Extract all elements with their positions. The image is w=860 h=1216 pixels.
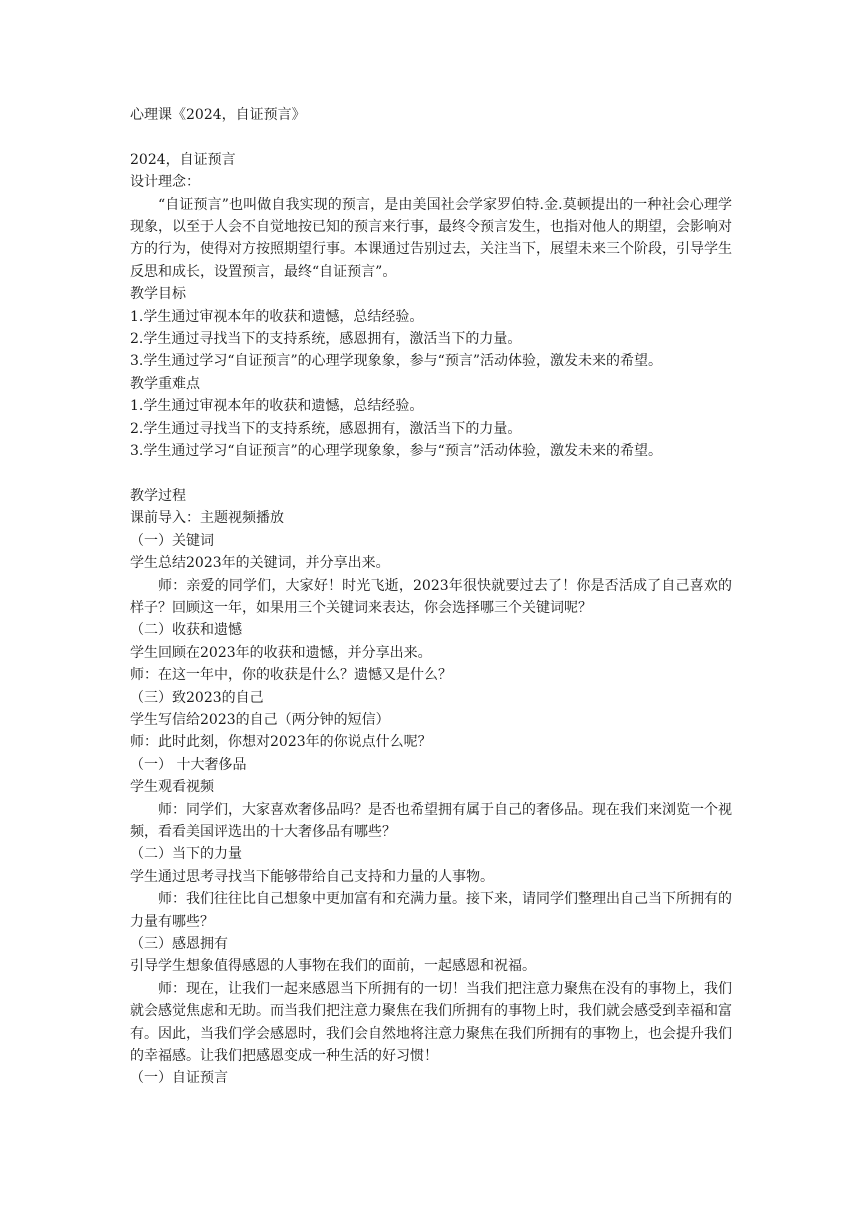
document-title: 心理课《2024，自证预言》 (130, 107, 306, 123)
process-content (130, 530, 732, 1090)
process-line: 学生通过思考寻找当下能够带给自己支持和力量的人事物。 (130, 868, 494, 885)
key-point-item: 3.学生通过学习“自证预言”的心理学现象象，参与“预言”活动体验，激发未来的希望。 (130, 443, 662, 460)
process-line: 学生观看视频 (130, 779, 214, 796)
spacer (130, 462, 732, 484)
key-points-heading: 教学重难点 (130, 375, 200, 392)
key-point-item: 1.学生通过审视本年的收获和遗憾，总结经验。 (130, 398, 424, 415)
teacher-paragraph: 师：同学们，大家喜欢奢侈品吗？是否也希望拥有属于自己的奢侈品。现在我们来浏览一个视频，看看美国评选出的十大奢侈品有哪些？ (130, 801, 732, 840)
key-point-item: 2.学生通过寻找当下的支持系统，感恩拥有，激活当下的力量。 (130, 420, 522, 437)
goal-item: 2.学生通过寻找当下的支持系统，感恩拥有，激活当下的力量。 (130, 331, 522, 348)
process-heading: 教学过程 (130, 487, 186, 504)
process-line: 学生总结2023年的关键词，并分享出来。 (130, 555, 390, 572)
process-line: （二）收获和遗憾 (130, 622, 242, 639)
process-line: 引导学生想象值得感恩的人事物在我们的面前，一起感恩和祝福。 (130, 958, 536, 975)
process-intro: 课前导入：主题视频播放 (130, 510, 284, 527)
process-line: 学生写信给2023的自己（两分钟的短信） (130, 711, 390, 728)
process-line: 学生回顾在2023年的收获和遗憾，并分享出来。 (130, 644, 432, 661)
process-line: （三）感恩拥有 (130, 936, 228, 952)
process-line: 师：在这一年中，你的收获是什么？遗憾又是什么？ (130, 667, 452, 684)
process-line: （三）致2023的自己 (130, 689, 264, 706)
process-line: （一）自证预言 (130, 1070, 228, 1087)
process-line: 师：此时此刻，你想对2023年的你说点什么呢？ (130, 734, 432, 751)
design-concept-heading: 设计理念： (130, 174, 200, 191)
teacher-paragraph: 师：我们往往比自己想象中更加富有和充满力量。接下来，请同学们整理出自己当下所拥有的力量有哪些？ (130, 891, 732, 930)
goal-item: 3.学生通过学习“自证预言”的心理学现象象，参与“预言”活动体验，激发未来的希望。 (130, 353, 662, 370)
goals-heading: 教学目标 (130, 286, 186, 303)
process-line: （一）关键词 (130, 532, 214, 549)
spacer (130, 126, 732, 148)
design-concept-body: “自证预言”也叫做自我实现的预言，是由美国社会学家罗伯特.金.莫顿提出的一种社会心理学现象，以至于人会不自觉地按已知的预言来行事，最终令预言发生，也指对他人的期望，会影响对方的行为，使得对方按照期望行事。本课通过告别过去，关注当下，展望未来三个阶段，引导学生反思和成长，设置预言，最终“自证预言”。 (130, 196, 732, 280)
goal-item: 1.学生通过审视本年的收获和遗憾，总结经验。 (130, 308, 424, 325)
process-line: （二）当下的力量 (130, 846, 242, 863)
teacher-paragraph: 师：现在，让我们一起来感恩当下所拥有的一切！当我们把注意力聚焦在没有的事物上，我们就会感觉焦虑和无助。而当我们把注意力聚焦在我们所拥有的事物上时，我们就会感受到幸福和富有。因此，当我们学会感恩时，我们会自然地将注意力聚焦在我们所拥有的事物上，也会提升我们的幸福感。让我们把感恩变成一种生活的好习惯！ (130, 980, 732, 1065)
lesson-title: 2024，自证预言 (130, 151, 236, 168)
process-line: （一） 十大奢侈品 (130, 756, 247, 773)
teacher-paragraph: 师：亲爱的同学们，大家好！时光飞逝，2023年很快就要过去了！你是否活成了自己喜欢的样子？回顾这一年，如果用三个关键词来表达，你会选择哪三个关键词呢？ (130, 577, 732, 616)
